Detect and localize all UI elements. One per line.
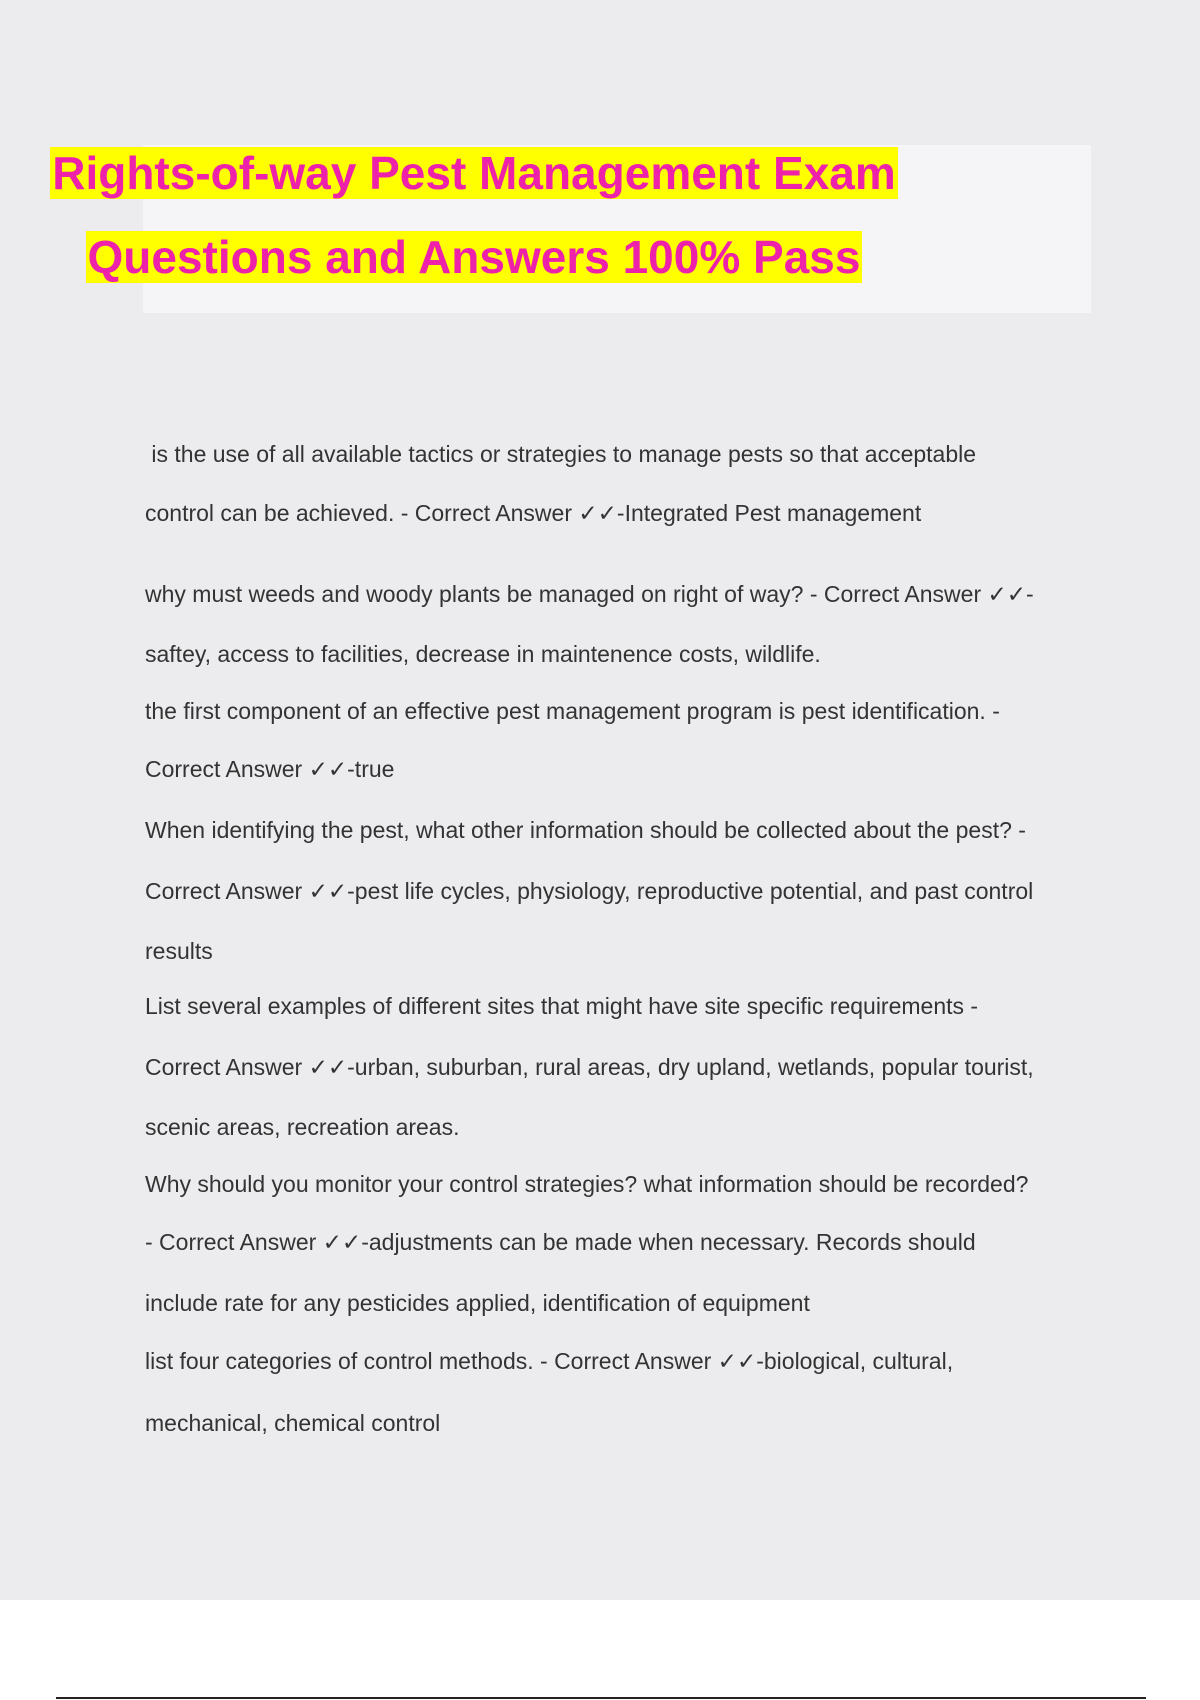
- body-text-line: Why should you monitor your control strategies? what information should be recorded?: [145, 1171, 1029, 1197]
- body-text-line: include rate for any pesticides applied, identification of equipment: [145, 1290, 810, 1316]
- body-text-line: saftey, access to facilities, decrease in maintenence costs, wildlife.: [145, 641, 821, 667]
- title-line-1-text: Rights-of-way Pest Management Exam: [52, 147, 896, 199]
- body-text-line: scenic areas, recreation areas.: [145, 1114, 460, 1140]
- body-text-line: list four categories of control methods. - Correct Answer ✓✓-biological, cultural,: [145, 1348, 954, 1374]
- title-line-2: [0, 229, 948, 285]
- body-text-line: mechanical, chemical control: [145, 1410, 441, 1436]
- body-text-line: Correct Answer ✓✓-true: [145, 756, 395, 782]
- title-line-2-text: Questions and Answers 100% Pass: [87, 231, 861, 283]
- body-text-line: List several examples of different sites that might have site specific requirements -: [145, 993, 979, 1019]
- footer-divider: [56, 1697, 1146, 1699]
- body-text-line: Correct Answer ✓✓-pest life cycles, physiology, reproductive potential, and past control: [145, 878, 1034, 904]
- body-text-line: the first component of an effective pest management program is pest identification. -: [145, 698, 1000, 724]
- body-text-line: - Correct Answer ✓✓-adjustments can be made when necessary. Records should: [145, 1229, 976, 1255]
- body-text-line: control can be achieved. - Correct Answer ✓✓-Integrated Pest management: [145, 500, 922, 526]
- body-text-line: When identifying the pest, what other information should be collected about the pest? -: [145, 817, 1026, 843]
- body-text-line: results: [145, 938, 213, 964]
- body-text-line: is the use of all available tactics or strategies to manage pests so that acceptable: [145, 441, 977, 467]
- body-text-line: Correct Answer ✓✓-urban, suburban, rural areas, dry upland, wetlands, popular tourist,: [145, 1054, 1034, 1080]
- title-line-1: [0, 145, 948, 201]
- body-text-line: why must weeds and woody plants be managed on right of way? - Correct Answer ✓✓-: [145, 581, 1034, 607]
